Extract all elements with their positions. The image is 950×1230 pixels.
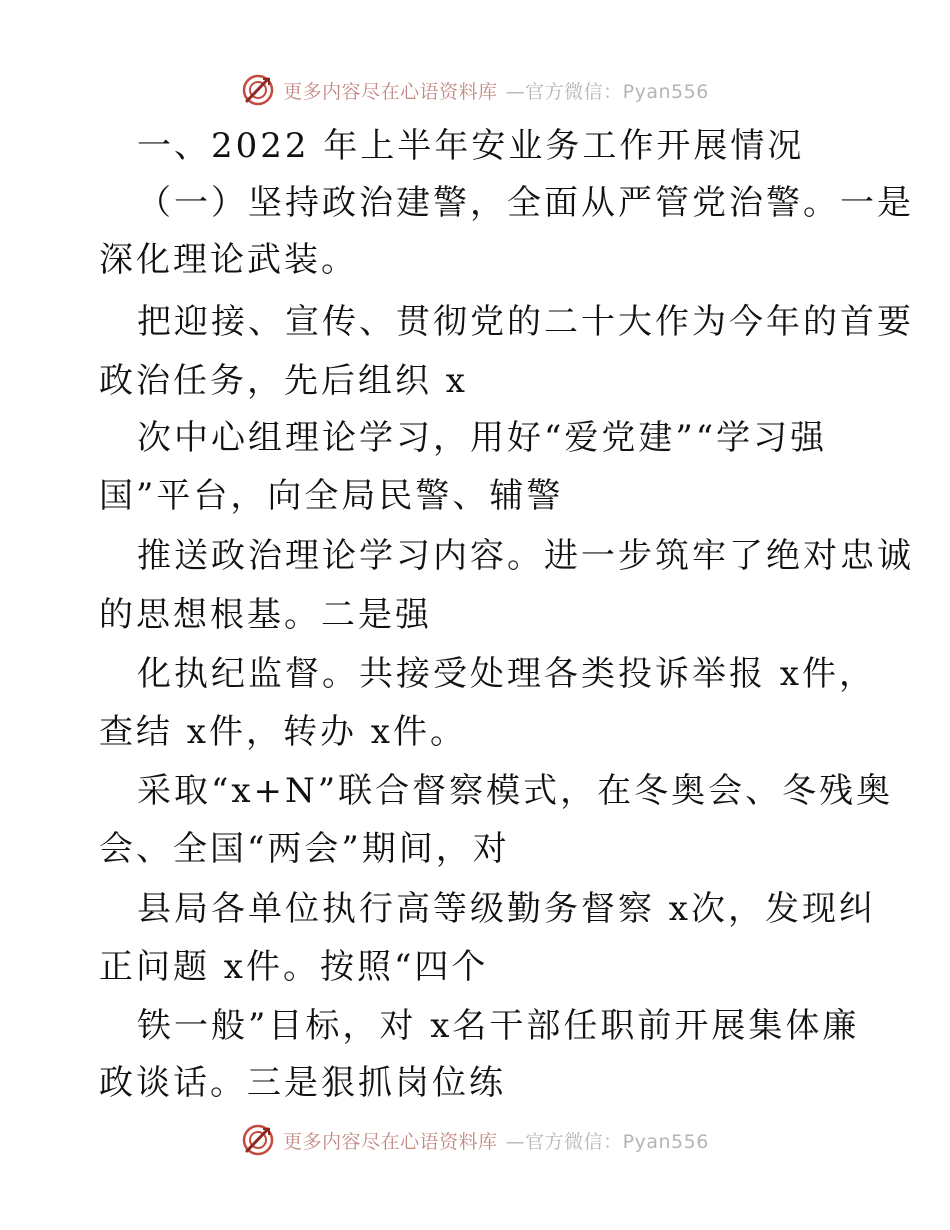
- paragraph-line: 政治任务，先后组织 x: [99, 361, 468, 401]
- paragraph-line: 国”平台，向全局民警、辅警: [99, 476, 564, 516]
- paragraph-line: 正问题 x件。按照“四个: [99, 947, 489, 987]
- paragraph-line: 化执纪监督。共接受处理各类投诉举报 x件，: [137, 654, 876, 694]
- watermark-brand-text: 更多内容尽在心语资料库: [283, 80, 498, 103]
- brand-seal-icon: [241, 1123, 275, 1157]
- footer-watermark: [0, 1120, 950, 1160]
- watermark-official-text: —官方微信：Pyan556: [505, 1130, 709, 1153]
- paragraph-line: 深化理论武装。: [99, 240, 358, 280]
- watermark-brand-text: 更多内容尽在心语资料库: [283, 1130, 498, 1153]
- paragraph-line: 县局各单位执行高等级勤务督察 x次，发现纠: [137, 889, 876, 929]
- paragraph-line: 采取“x+N”联合督察模式，在冬奥会、冬残奥: [137, 771, 894, 811]
- paragraph-line: （一）坚持政治建警，全面从严管党治警。一是: [137, 183, 914, 223]
- paragraph-line: 推送政治理论学习内容。进一步筑牢了绝对忠诚: [137, 536, 914, 576]
- paragraph-line: 政谈话。三是狠抓岗位练: [99, 1063, 506, 1103]
- paragraph-line: 会、全国“两会”期间，对: [99, 829, 510, 869]
- paragraph-line: 查结 x件，转办 x件。: [99, 712, 467, 752]
- paragraph-line: 铁一般”目标，对 x名干部任职前开展集体廉: [137, 1006, 860, 1046]
- paragraph-line: 次中心组理论学习，用好“爱党建”“学习强: [137, 418, 828, 458]
- watermark-official-text: —官方微信：Pyan556: [505, 80, 709, 103]
- paragraph-line: 的思想根基。二是强: [99, 595, 432, 635]
- paragraph-line: 把迎接、宣传、贯彻党的二十大作为今年的首要: [137, 302, 914, 342]
- section-heading: 一、2022 年上半年安业务工作开展情况: [137, 126, 805, 166]
